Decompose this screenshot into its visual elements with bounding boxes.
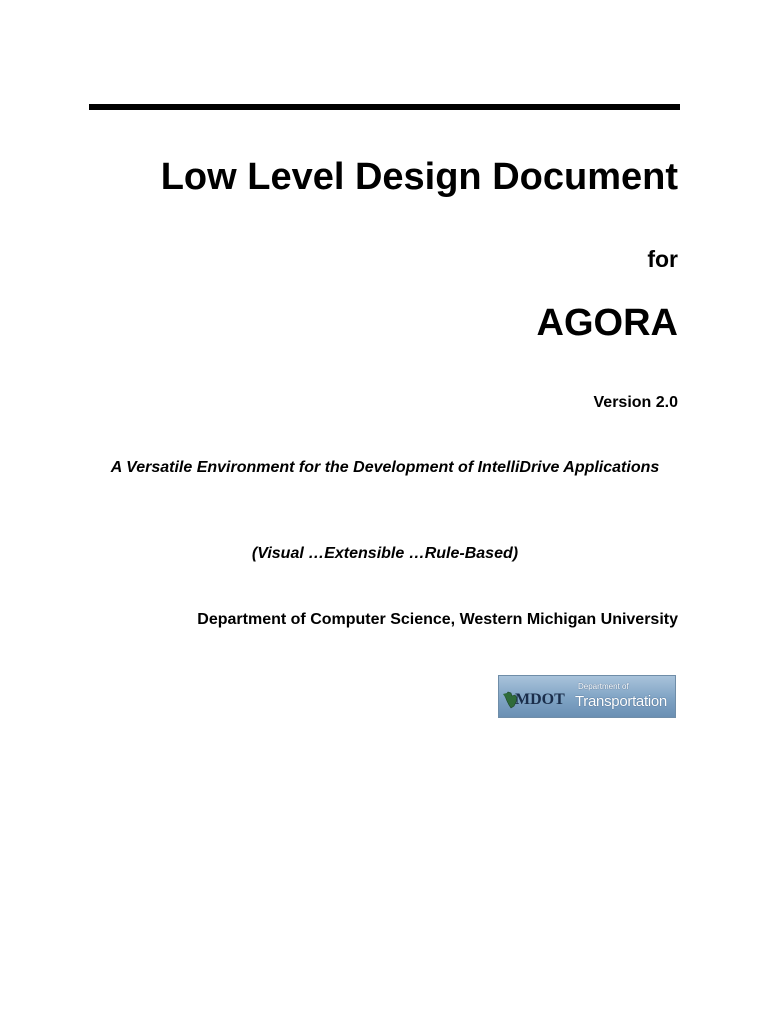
department-line: Department of Computer Science, Western Michigan University — [197, 611, 678, 628]
top-horizontal-rule — [89, 104, 680, 110]
logo-abbreviation: MDOT — [515, 691, 565, 708]
logo-department-line: Department of — [578, 682, 629, 691]
document-title: Low Level Design Document — [160, 156, 678, 198]
features-line: (Visual …Extensible …Rule-Based) — [251, 545, 519, 562]
for-label: for — [647, 246, 678, 272]
tagline: A Versatile Environment for the Development of IntelliDrive Applications — [110, 459, 660, 476]
logo-transportation-line: Transportation — [575, 693, 667, 710]
version-label: Version 2.0 — [593, 394, 678, 411]
mdot-logo — [498, 675, 676, 718]
product-name: AGORA — [536, 302, 678, 344]
